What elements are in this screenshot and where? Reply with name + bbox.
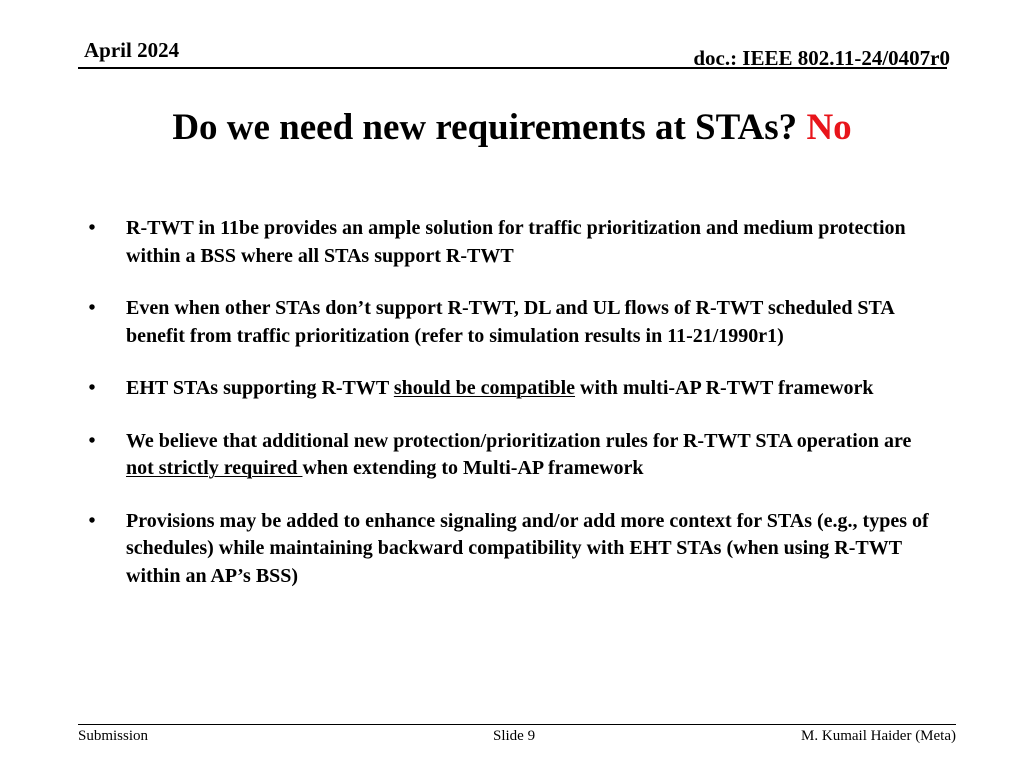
bullet-icon: • xyxy=(88,429,96,452)
bullet-item xyxy=(84,428,944,483)
bullet-text-after: when extending to Multi-AP framework xyxy=(302,457,644,479)
bullet-text-after: with multi-AP R-TWT framework xyxy=(575,377,874,399)
footer-author: M. Kumail Haider (Meta) xyxy=(801,728,956,744)
bullet-list xyxy=(84,215,944,615)
bullet-icon: • xyxy=(88,297,96,319)
bullet-icon: • xyxy=(88,217,96,239)
bullet-icon: • xyxy=(88,377,96,399)
bullet-item xyxy=(84,375,944,403)
slide-title-text: Do we need new requirements at STAs? xyxy=(172,107,807,148)
bullet-text xyxy=(126,430,911,480)
footer-submission: Submission xyxy=(78,728,149,744)
footer-slide-number: Slide 9 xyxy=(493,728,536,744)
bullet-text-underlined: not strictly required xyxy=(126,457,303,479)
slide-title xyxy=(0,106,1024,149)
bullet-icon: • xyxy=(88,509,96,532)
bullet-text-before: We believe that additional new protection/prioritization rules for R-TWT STA operation are xyxy=(126,429,912,452)
bullet-text xyxy=(126,377,874,399)
bullet-text-underlined: should be compatible xyxy=(393,377,576,399)
bullet-text: Provisions may be added to enhance signaling and/or add more context for STAs (e.g., types of schedules) while maintaining backward compatibility with EHT STAs (when using R-TWT within an AP’s BSS) xyxy=(126,509,929,587)
header-doc-id: doc.: IEEE 802.11-24/0407r0 xyxy=(693,46,950,70)
bullet-text: R-TWT in 11be provides an ample solution for traffic prioritization and medium protection within a BSS where all STAs support R-TWT xyxy=(126,217,906,267)
bullet-item xyxy=(84,295,944,350)
bullet-text: Even when other STAs don’t support R-TWT, DL and UL flows of R-TWT scheduled STA benefit from traffic prioritization (refer to simulation results in 11-21/1990r1) xyxy=(126,297,894,347)
header-divider xyxy=(78,67,947,69)
bullet-item xyxy=(84,508,944,591)
slide-title-answer: No xyxy=(806,107,852,148)
bullet-text-before: EHT STAs supporting R-TWT xyxy=(126,377,394,399)
bullet-item xyxy=(84,215,944,270)
header-date: April 2024 xyxy=(84,38,180,62)
footer-divider xyxy=(78,724,956,725)
